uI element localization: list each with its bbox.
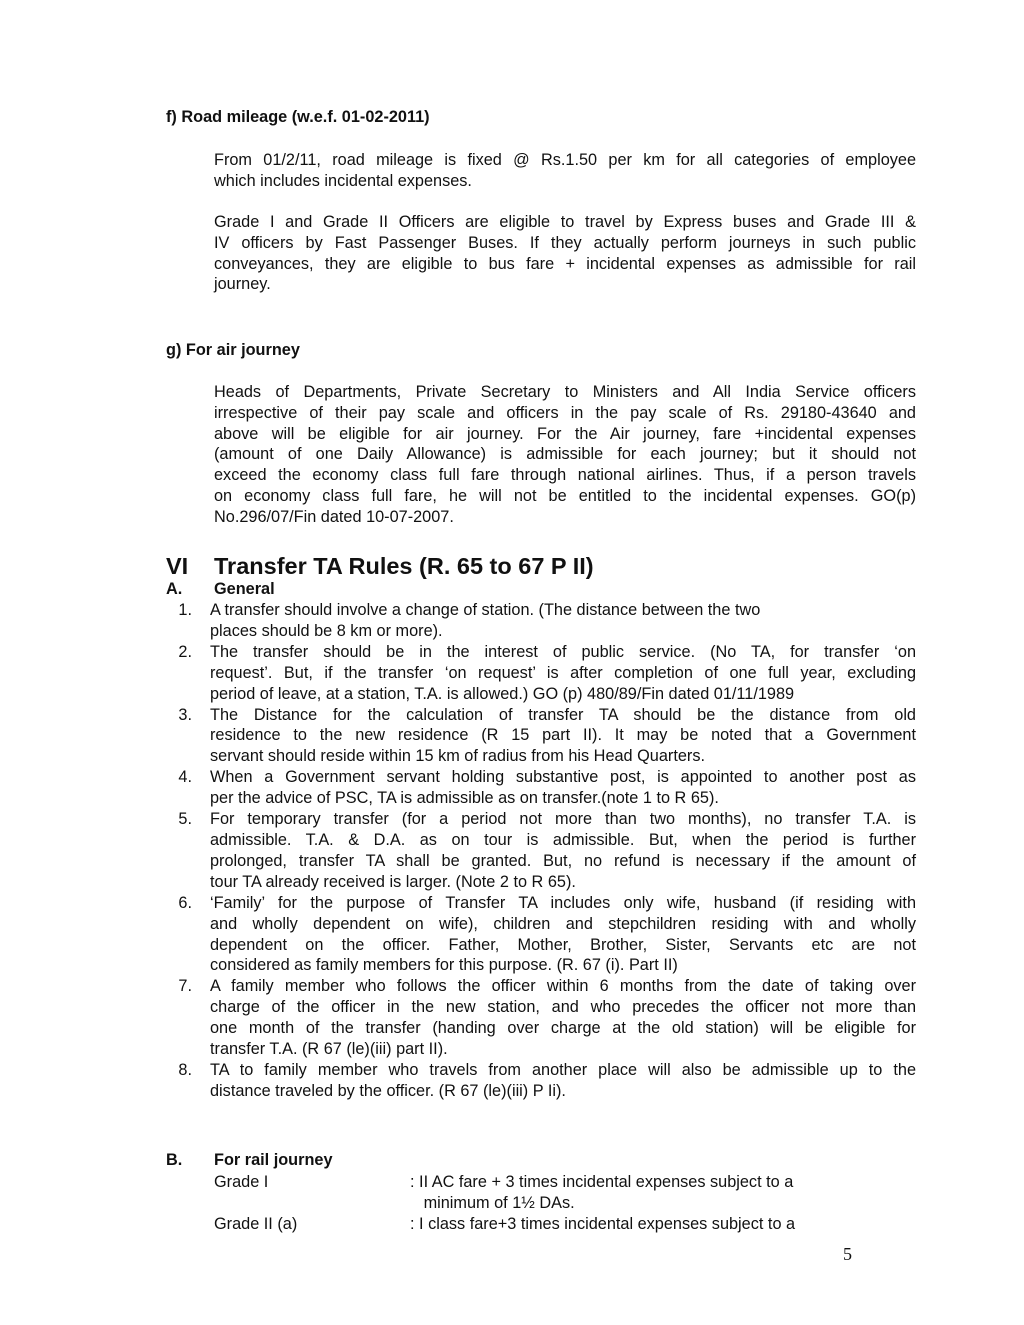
text-line: considered as family members for this purpose. (R. 67 (i). Part II) [210,956,678,975]
grade-entitlement: : II AC fare + 3 times incidental expenses subject to a [410,1173,794,1191]
grade-entitlement: : I class fare+3 times incidental expenses subject to a [410,1215,796,1233]
list-item-number: 1. [178,601,192,619]
text-line: above will be eligible for air journey. For the Air journey, fare +incidental expenses [214,424,916,443]
text-line: places should be 8 km or more). [210,621,443,640]
text-line: prolonged, transfer TA shall be granted. But, no refund is necessary if the amount of [210,851,916,870]
text-line: For temporary transfer (for a period not more than two months), no transfer T.A. is [210,810,916,829]
section-f-heading: f) Road mileage (w.e.f. 01-02-2011) [166,108,430,126]
text-line: irrespective of their pay scale and officers in the pay scale of Rs. 29180-43640 and [214,403,916,422]
text-line: Heads of Departments, Private Secretary to Ministers and All India Service officers [214,383,916,401]
text-line: one month of the transfer (handing over charge at the old station) will be eligible for [210,1019,916,1038]
text-line: journey. [214,275,271,294]
text-line: TA to family member who travels from another place will also be admissible up to the [210,1060,916,1079]
grade-entitlement: minimum of 1½ DAs. [410,1194,575,1212]
subsection-a-label: A. [166,580,183,598]
list-item-number: 5. [178,810,192,829]
text-line: Grade I and Grade II Officers are eligible to travel by Express buses and Grade III & [214,213,916,231]
text-line: IV officers by Fast Passenger Buses. If they actually perform journeys in such public [214,233,916,252]
list-item [174,893,916,977]
text-line: No.296/07/Fin dated 10-07-2007. [214,507,454,526]
section-vi-numeral: VI [166,553,189,579]
section-f-paragraph-1 [214,150,916,192]
list-item-number: 2. [178,642,192,661]
list-item [174,976,916,1060]
text-line: When a Government servant holding substantive post, is appointed to another post as [210,768,916,787]
subsection-b-label: B. [166,1151,183,1169]
text-line: The Distance for the calculation of transfer TA should be the distance from old [210,705,916,724]
text-line: residence to the new residence (R 15 part II). It may be noted that a Government [210,726,916,745]
section-f-paragraph-2 [214,212,916,295]
text-line: From 01/2/11, road mileage is fixed @ Rs.1.50 per km for all categories of employee [214,151,916,169]
text-line: admissible. T.A. & D.A. as on tour is admissible. But, when the period is further [210,830,916,849]
text-line: A transfer should involve a change of station. (The distance between the two [210,601,761,619]
list-item [174,1060,916,1102]
text-line: charge of the officer in the new station, and who precedes the officer not more than [210,998,916,1017]
subsection-a-title: General [214,580,275,598]
list-item-number: 8. [178,1060,192,1079]
text-line: period of leave, at a station, T.A. is allowed.) GO (p) 480/89/Fin dated 01/11/1989 [210,684,795,703]
page-number: 5 [843,1244,852,1264]
section-g-paragraph [214,382,916,528]
text-line: which includes incidental expenses. [214,171,472,190]
text-line: A family member who follows the officer within 6 months from the date of taking over [210,977,916,996]
list-item [174,809,916,893]
text-line: The transfer should be in the interest of public service. (No TA, for transfer ‘on [210,642,916,661]
list-item-number: 6. [178,893,192,912]
text-line: exceed the economy class full fare through national airlines. Thus, if a person travels [214,466,916,485]
transfer-rules-list [174,600,916,1102]
section-vi-title: Transfer TA Rules (R. 65 to 67 P II) [214,553,594,579]
text-line: conveyances, they are eligible to bus fare + incidental expenses as admissible for rail [214,254,916,273]
section-g-heading: g) For air journey [166,341,300,359]
list-item [174,642,916,705]
text-line: transfer T.A. (R 67 (le)(iii) part II). [210,1040,448,1059]
list-item-number: 7. [178,977,192,996]
list-item [174,600,916,642]
subsection-b-title: For rail journey [214,1151,333,1169]
text-line: servant should reside within 15 km of radius from his Head Quarters. [210,747,705,766]
grade-name: Grade I [214,1173,269,1191]
text-line: on economy class full fare, he will not be entitled to the incidental expenses. GO(p) [214,486,916,505]
list-item-number: 4. [178,768,192,787]
text-line: dependent on the officer. Father, Mother, Brother, Sister, Servants etc are not [210,935,916,954]
text-line: and wholly dependent on wife), children and stepchildren residing with and wholly [210,914,916,933]
text-line: (amount of one Daily Allowance) is admissible for each journey; but it should not [214,445,916,464]
list-item [174,767,916,809]
text-line: request’. But, if the transfer ‘on request’ is after completion of one full year, excluding [210,663,916,682]
text-line: distance traveled by the officer. (R 67 (le)(iii) P Ii). [210,1081,566,1100]
text-line: ‘Family’ for the purpose of Transfer TA includes only wife, husband (if residing with [210,893,916,912]
list-item [174,705,916,768]
text-line: tour TA already received is larger. (Note 2 to R 65). [210,872,576,891]
text-line: per the advice of PSC, TA is admissible as on transfer.(note 1 to R 65). [210,789,719,808]
grade-name: Grade II (a) [214,1215,298,1233]
list-item-number: 3. [178,705,192,724]
